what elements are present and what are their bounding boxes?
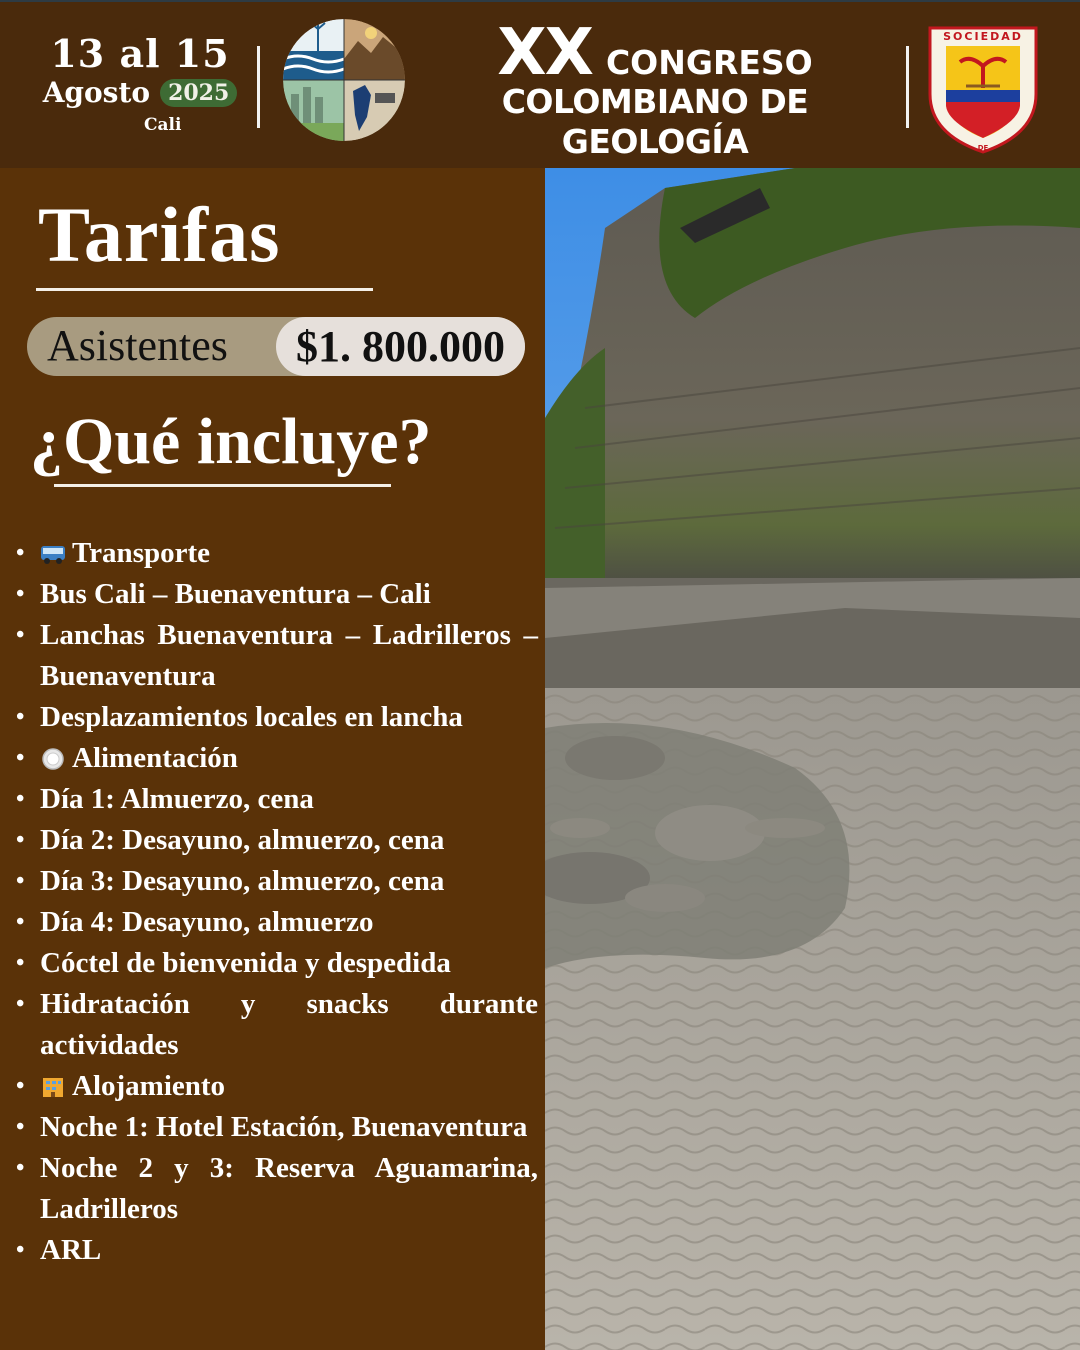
list-item: • Alojamiento bbox=[16, 1066, 538, 1107]
includes-underline bbox=[54, 484, 391, 487]
list-item: • Día 2: Desayuno, almuerzo, cena bbox=[16, 820, 538, 861]
hotel-icon bbox=[40, 1069, 66, 1091]
price-label: Asistentes bbox=[47, 321, 228, 370]
beach-cliff-photo bbox=[545, 168, 1080, 1350]
list-item: • Día 4: Desayuno, almuerzo bbox=[16, 902, 538, 943]
list-item: • Noche 2 y 3: Reserva Aguamarina, Ladrilleros bbox=[16, 1148, 538, 1230]
list-item: • Día 3: Desayuno, almuerzo, cena bbox=[16, 861, 538, 902]
price-value: $1. 800.000 bbox=[276, 317, 525, 376]
year-badge: 2025 bbox=[160, 79, 237, 107]
bus-icon bbox=[40, 536, 66, 558]
congress-title bbox=[405, 16, 905, 189]
date-range: 13 al 15 bbox=[50, 31, 230, 76]
event-dates bbox=[40, 32, 240, 135]
rates-panel bbox=[0, 168, 545, 1350]
date-city: Cali bbox=[144, 115, 182, 135]
title-edition: XX bbox=[497, 16, 592, 90]
price-pill bbox=[27, 317, 525, 376]
list-item: • Hidratación y snacks durante actividades bbox=[16, 984, 538, 1066]
page-title: Tarifas bbox=[38, 191, 281, 278]
includes-list bbox=[16, 533, 538, 1271]
list-item: • Noche 1: Hotel Estación, Buenaventura bbox=[16, 1107, 538, 1148]
header-banner bbox=[0, 0, 1080, 168]
congress-emblem-icon bbox=[283, 19, 405, 141]
list-item: • Alimentación bbox=[16, 738, 538, 779]
header-divider-left bbox=[257, 46, 260, 128]
list-item: • Desplazamientos locales en lancha bbox=[16, 697, 538, 738]
svg-text:DE: DE bbox=[977, 144, 989, 152]
includes-heading: ¿Qué incluye? bbox=[30, 405, 432, 478]
date-month: Agosto bbox=[42, 76, 151, 109]
list-item: • Lanchas Buenaventura – Ladrilleros – Buenaventura bbox=[16, 615, 538, 697]
list-item: • Transporte bbox=[16, 533, 538, 574]
list-item: • Día 1: Almuerzo, cena bbox=[16, 779, 538, 820]
title-underline bbox=[36, 288, 373, 291]
plate-icon bbox=[40, 741, 66, 763]
header-divider-right bbox=[906, 46, 909, 128]
title-main: COLOMBIANO DE GEOLOGÍA bbox=[501, 82, 809, 161]
list-item: • ARL bbox=[16, 1230, 538, 1271]
list-item: • Bus Cali – Buenaventura – Cali bbox=[16, 574, 538, 615]
sociedad-colombiana-geologia-shield-icon bbox=[926, 24, 1040, 154]
title-congreso: CONGRESO bbox=[605, 43, 813, 82]
list-item: • Cóctel de bienvenida y despedida bbox=[16, 943, 538, 984]
svg-text:SOCIEDAD: SOCIEDAD bbox=[943, 30, 1023, 43]
